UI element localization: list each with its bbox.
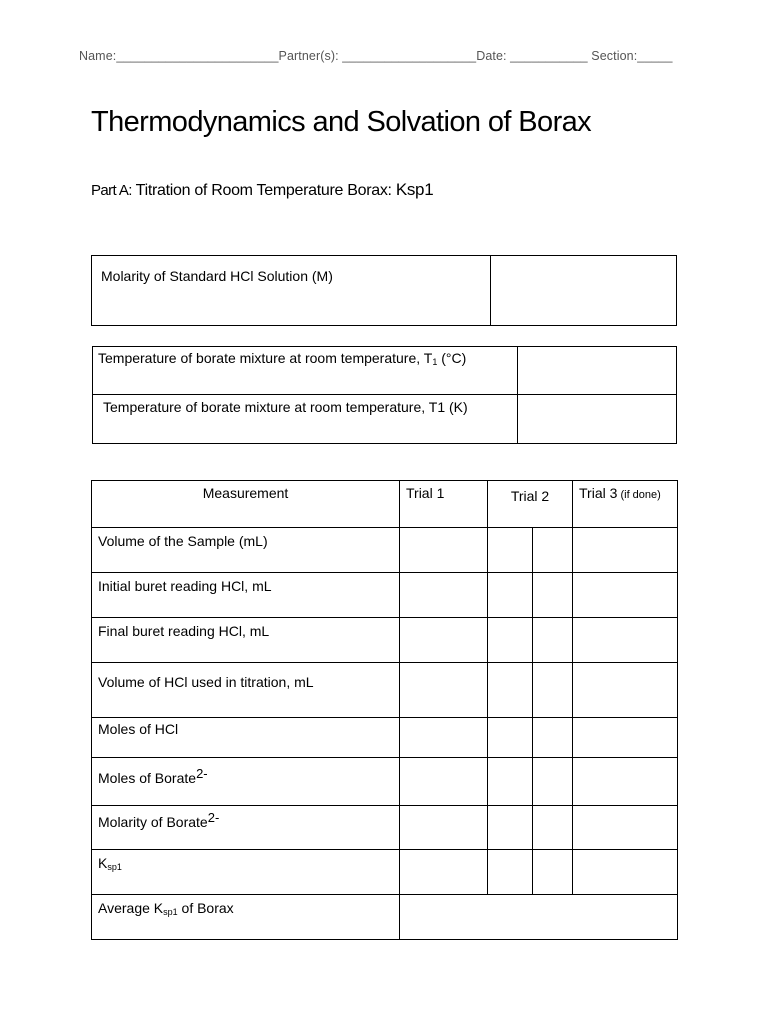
trial-3-cell[interactable] [573, 573, 678, 618]
trial-1-cell[interactable] [400, 618, 466, 663]
trial-1-cell[interactable] [400, 850, 466, 895]
trial-2-cell-extra[interactable] [533, 618, 573, 663]
header-fields-line: Name:_______________________Partner(s): ___________________Date: ___________ Section:_____ [79, 49, 673, 63]
ksp1-subscript: sp1 [107, 862, 122, 872]
page-title: Thermodynamics and Solvation of Borax [91, 106, 592, 138]
trial-1-cell[interactable] [400, 528, 466, 573]
trial-1-cell-extra[interactable] [466, 528, 488, 573]
trial-1-cell-extra[interactable] [466, 850, 488, 895]
part-a-ksp: Ksp1 [395, 180, 434, 199]
trial-3-cell[interactable] [573, 850, 678, 895]
initial-buret-label: Initial buret reading HCl, mL [92, 573, 400, 618]
trial-2-cell[interactable] [488, 850, 533, 895]
table-row [92, 663, 678, 718]
trial-2-cell-extra[interactable] [533, 758, 573, 806]
table-row [92, 618, 678, 663]
trial-3-cell[interactable] [573, 718, 678, 758]
trial-3-cell[interactable] [573, 618, 678, 663]
temperature-celsius-entry[interactable] [518, 347, 677, 395]
table-row [92, 573, 678, 618]
trial-3-cell[interactable] [573, 806, 678, 850]
trial-1-cell-extra[interactable] [466, 663, 488, 718]
trial-2-header: Trial 2 [488, 481, 573, 528]
average-ksp1-subscript: sp1 [163, 907, 178, 917]
part-a-heading [91, 180, 433, 200]
final-buret-label: Final buret reading HCl, mL [92, 618, 400, 663]
trial-1-header-spacer [466, 481, 488, 528]
trial-1-cell[interactable] [400, 718, 466, 758]
trial-2-cell-extra[interactable] [533, 806, 573, 850]
temperature-table [92, 346, 677, 444]
trial-1-header: Trial 1 [400, 481, 466, 528]
moles-borate-label [92, 758, 400, 806]
trial-3-cell[interactable] [573, 663, 678, 718]
trial-2-cell[interactable] [488, 528, 533, 573]
moles-borate-text: Moles of Borate [98, 770, 197, 786]
trial-3-label: Trial 3 [579, 485, 618, 501]
trial-2-cell[interactable] [488, 618, 533, 663]
temperature-celsius-subscript: 1 [432, 357, 438, 367]
table-row [92, 256, 677, 326]
trial-2-cell-extra[interactable] [533, 718, 573, 758]
table-row [92, 850, 678, 895]
temperature-kelvin-label: Temperature of borate mixture at room temperature, T1 (K) [93, 395, 518, 444]
table-row [92, 718, 678, 758]
molarity-borate-charge: 2- [207, 810, 220, 825]
temperature-celsius-label [93, 347, 518, 395]
trial-1-cell[interactable] [400, 573, 466, 618]
trial-1-cell-extra[interactable] [466, 718, 488, 758]
moles-hcl-label: Moles of HCl [92, 718, 400, 758]
hcl-molarity-table [91, 255, 677, 326]
trial-2-cell-extra[interactable] [533, 850, 573, 895]
trial-1-cell-extra[interactable] [466, 573, 488, 618]
average-ksp1-label [92, 895, 400, 940]
trial-3-cell[interactable] [573, 528, 678, 573]
trial-2-cell-extra[interactable] [533, 573, 573, 618]
trial-2-cell[interactable] [488, 718, 533, 758]
molarity-borate-label [92, 806, 400, 850]
table-row [92, 528, 678, 573]
hcl-molarity-label: Molarity of Standard HCl Solution (M) [92, 256, 491, 326]
temperature-celsius-label-text: Temperature of borate mixture at room temperature, T [98, 350, 433, 366]
average-ksp1-entry[interactable] [400, 895, 678, 940]
average-ksp1-text: Average K [98, 900, 164, 916]
trial-2-cell-extra[interactable] [533, 528, 573, 573]
trial-1-cell-extra[interactable] [466, 806, 488, 850]
trial-3-note: (if done) [617, 489, 661, 501]
table-row [93, 395, 677, 444]
trial-3-header [573, 481, 678, 528]
trial-2-cell-extra[interactable] [533, 663, 573, 718]
trial-1-cell-extra[interactable] [466, 758, 488, 806]
temperature-celsius-unit: (°C) [437, 350, 467, 366]
trial-2-cell[interactable] [488, 573, 533, 618]
titration-data-table [91, 480, 678, 940]
ksp1-k: K [98, 855, 108, 871]
table-row [92, 806, 678, 850]
measurement-header: Measurement [92, 481, 400, 528]
trial-1-cell-extra[interactable] [466, 618, 488, 663]
volume-hcl-label: Volume of HCl used in titration, mL [92, 663, 400, 718]
table-header-row [92, 481, 678, 528]
table-row [93, 347, 677, 395]
trial-2-cell[interactable] [488, 663, 533, 718]
average-ksp1-suffix: of Borax [177, 900, 234, 916]
trial-2-cell[interactable] [488, 758, 533, 806]
hcl-molarity-entry[interactable] [491, 256, 677, 326]
trial-1-cell[interactable] [400, 663, 466, 718]
table-row [92, 895, 678, 940]
moles-borate-charge: 2- [196, 766, 208, 781]
trial-2-cell[interactable] [488, 806, 533, 850]
table-row [92, 758, 678, 806]
temperature-kelvin-entry[interactable] [518, 395, 677, 444]
volume-sample-label: Volume of the Sample (mL) [92, 528, 400, 573]
trial-3-cell[interactable] [573, 758, 678, 806]
molarity-borate-text: Molarity of Borate [98, 814, 208, 830]
part-a-lead: Part A: [91, 182, 132, 199]
ksp1-label [92, 850, 400, 895]
part-a-text: Titration of Room Temperature Borax: [131, 182, 396, 199]
trial-1-cell[interactable] [400, 806, 466, 850]
trial-1-cell[interactable] [400, 758, 466, 806]
